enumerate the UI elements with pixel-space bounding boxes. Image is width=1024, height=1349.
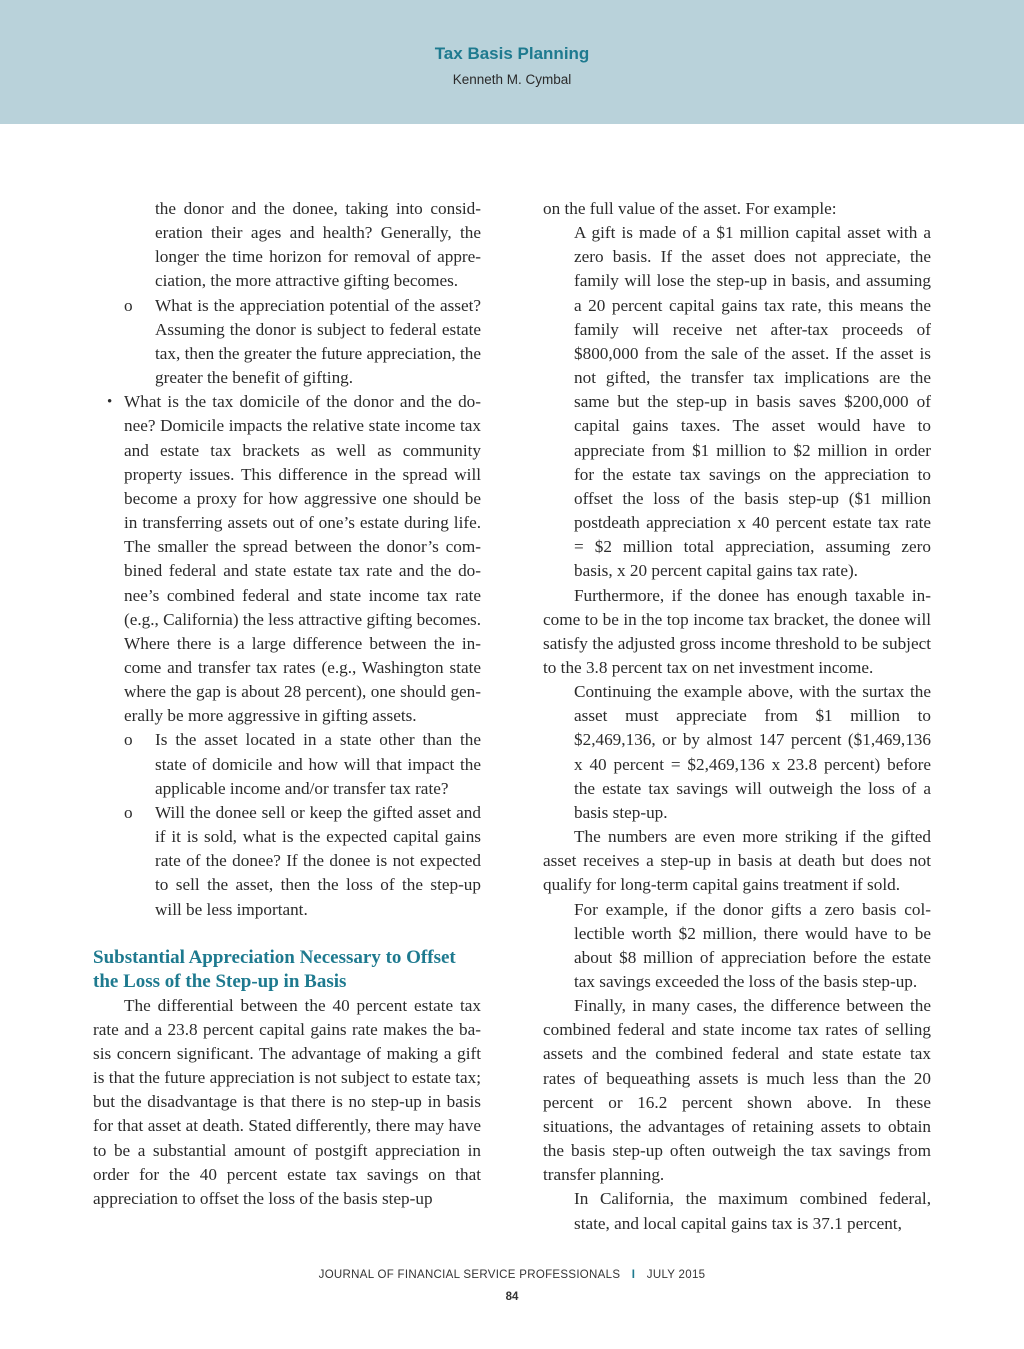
section-heading: Substantial Appreciation Necessary to Offset the Loss of the Step-up in Basis	[93, 946, 456, 992]
journal-name: JOURNAL OF FINANCIAL SERVICE PROFESSIONALS	[318, 1269, 621, 1281]
sub-list-text: Will the donee sell or keep the gifted asset and if it is sold, what is the expected capital gains rate of the donee? If the donee is not expected to sell the asset, then the loss of the step-up will be less important.	[155, 802, 481, 919]
sub-list-text: What is the appreciation potential of the asset? Assuming the donor is subject to federal estate tax, then the greater the future appreciation, the greater the benefit of gifting.	[155, 295, 481, 388]
sub-list-marker: o	[124, 730, 133, 750]
example-block: A gift is made of a $1 million capital asset with a zero basis. If the asset does not appreciate, the family will lose the step-up in basis, and assuming a 20 percent capital gains tax rate, this means the family will receive net after-tax proceeds of $800,000 from the sale of the asset. If the asset is not gifted, the transfer tax implications are the same but the step-up in basis saves $200,000 of capital gains taxes. The asset would have to appreciate from $1 million to $2 million in order for the estate tax savings on the appreciation to offset the loss of the basis step-up ($1 million postdeath appreciation x 40 percent estate tax rate = $2 million total appreciation, assuming zero basis, x 20 percent capital gains tax rate).	[574, 223, 931, 581]
article-author: Kenneth M. Cymbal	[452, 72, 572, 87]
bullet-marker: •	[107, 394, 113, 411]
body-paragraph: Finally, in many cases, the difference between the combined federal and state income tax rates of selling assets and the combined federal and state estate tax rates of bequeathing assets is much less than the 20 percent or 16.2 percent shown above. In these situations, the advantages of retaining assets to obtain the basis step-up often outweigh the tax savings from transfer planning.	[543, 996, 931, 1185]
sub-list-marker: o	[124, 802, 133, 822]
example-block: Continuing the example above, with the surtax the asset must appreciate from $1 million to $2,469,136, or by almost 147 percent ($1,469,136 x 40 percent = $2,469,136 x 23.8 percent) before the estate tax savings will outweigh the loss of a basis step-up.	[574, 682, 931, 822]
article-title: Tax Basis Planning	[434, 44, 590, 63]
bullet-text: What is the tax domicile of the donor and the donee? Domicile impacts the relative state income tax and estate tax brackets as well as community property issues. This difference in the spread will become a proxy for how aggressive one should be in transferring assets out of one’s estate during life. The smaller the spread between the donor’s combined federal and state estate tax rate and the donee’s combined federal and state income tax rate (e.g., California) the less attractive gifting becomes. Where there is a large difference between the income and transfer tax rates (e.g., Washington state where the gap is about 28 percent), one should generally be more aggressive in gifting assets.	[124, 392, 481, 726]
continued-sub-item: the donor and the donee, taking into consideration their ages and health? Generally, the longer the time horizon for removal of appreciation, the more attractive gifting becomes.	[155, 199, 481, 291]
body-paragraph: Furthermore, if the donee has enough taxable income to be in the top income tax bracket, the donee will satisfy the adjusted gross income threshold to be subject to the 3.8 percent tax on net investment income.	[543, 585, 931, 677]
body-paragraph: The numbers are even more striking if the gifted asset receives a step-up in basis at death but does not qualify for long-term capital gains treatment if sold.	[543, 827, 931, 895]
page-number: 84	[505, 1291, 519, 1303]
footer-separator: I	[631, 1269, 636, 1281]
issue-date: JULY 2015	[646, 1269, 706, 1281]
body-paragraph: on the full value of the asset. For example:	[543, 199, 837, 218]
left-column	[93, 197, 481, 1211]
example-block: In California, the maximum combined federal, state, and local capital gains tax is 37.1 percent,	[574, 1189, 931, 1233]
footer-journal-line	[0, 1269, 1024, 1281]
sub-list-item	[93, 728, 481, 800]
header-band	[0, 0, 1024, 124]
sub-list-item	[93, 801, 481, 922]
sub-list-marker: o	[124, 295, 133, 315]
right-column	[543, 197, 931, 1236]
sub-list-item	[93, 294, 481, 391]
sub-list-text: Is the asset located in a state other than the state of domicile and how will that impact the applicable income and/or transfer tax rate?	[155, 730, 481, 798]
example-block: For example, if the donor gifts a zero basis collectible worth $2 million, there would have to be about $8 million of appreciation before the estate tax savings exceeded the loss of the basis step-up.	[574, 899, 931, 991]
body-paragraph: The differential between the 40 percent estate tax rate and a 23.8 percent capital gains rate makes the basis concern significant. The advantage of making a gift is that the future appreciation is not subject to estate tax; but the disadvantage is that there is no step-up in basis for that asset at death. Stated differently, there may have to be a substantial amount of postgift appreciation in order for the 40 percent estate tax savings on that appreciation to offset the loss of the basis step-up	[93, 995, 481, 1208]
bullet-list-item	[93, 390, 481, 728]
